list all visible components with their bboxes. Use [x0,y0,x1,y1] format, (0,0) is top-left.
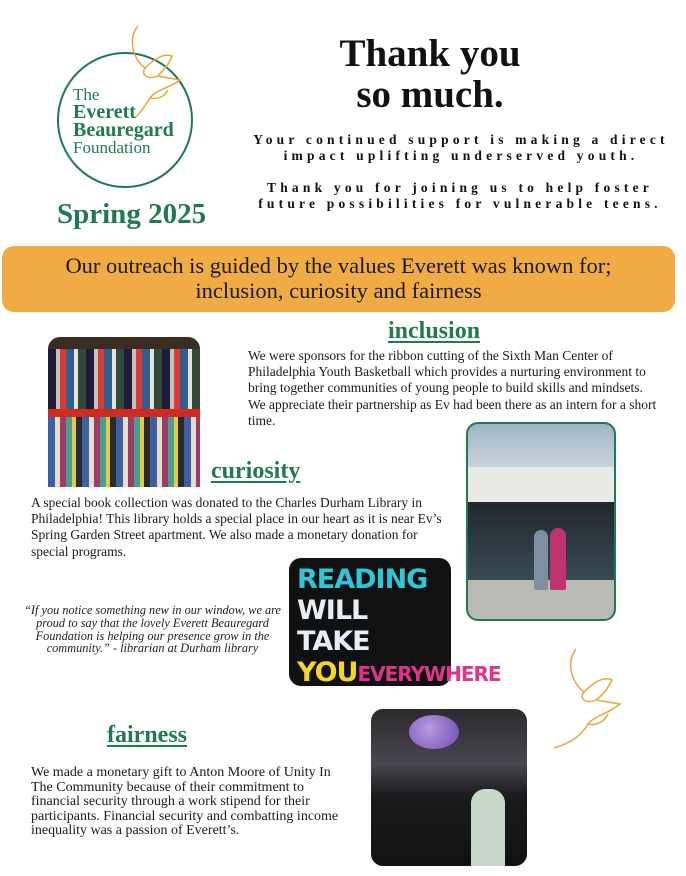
season-label: Spring 2025 [57,198,207,230]
inclusion-text [248,348,668,429]
bookshelf-photo [48,337,200,487]
curiosity-text: A special book collection was donated to the Charles Durham Library in Philadelphia! This library holds a special place in our heart as it is near Ev’s Spring Garden Street apartment. We also made a monetary donation for special programs. [31,495,442,559]
foster-message: Thank you for joining us to help foster future possibilities for vulnerable teens. [258,180,662,211]
neon-line-3b: EVERYWHERE [357,662,501,686]
inclusion-paragraph-2: We appreciate their partnership as Ev had been there as an intern for a short time. [248,396,657,428]
neon-line-2: WILL TAKE [297,595,370,657]
support-message: Your continued support is making a direct impact uplifting underserved youth. [253,132,669,163]
reading-neon-sign-photo [289,558,501,688]
inclusion-paragraph-1: We were sponsors for the ribbon cutting of the Sixth Man Center of Philadelphia Youth Basketball which provides a nurturing environment to bring together communities of young people to build skills and mindsets. [248,348,646,396]
title-line-1: Thank you [339,32,521,75]
graduation-group-photo [371,709,527,866]
fairness-heading: fairness [107,722,187,748]
banner-line-2: inclusion, curiosity and fairness [195,278,482,303]
logo-beauregard: Beauregard [73,119,174,141]
page-title [300,33,560,115]
sixth-man-center-photo [466,422,616,621]
inclusion-heading: inclusion [388,318,481,344]
fairness-text: We made a monetary gift to Anton Moore of Unity In The Community because of their commitment to financial security through a work stipend for their participants. Financial security and combatting income inequality was a passion of Everett’s. [31,765,339,839]
values-banner [2,246,675,312]
logo-text [73,86,174,156]
logo-everett: Everett [73,101,136,123]
logo-the: The [73,85,100,104]
neon-line-3a: YOU [297,657,358,688]
dove-icon [546,644,638,754]
curiosity-heading: curiosity [211,458,301,484]
logo-foundation: Foundation [73,138,151,157]
banner-line-1: Our outreach is guided by the values Everett was known for; [65,253,612,278]
title-line-2: so much. [356,73,504,116]
neon-line-1: READING [297,564,428,595]
librarian-quote: “If you notice something new in our window, we are proud to say that the lovely Everett Beauregard Foundation is helping our presence grow in the community.” - librarian at Durham library [24,603,281,656]
